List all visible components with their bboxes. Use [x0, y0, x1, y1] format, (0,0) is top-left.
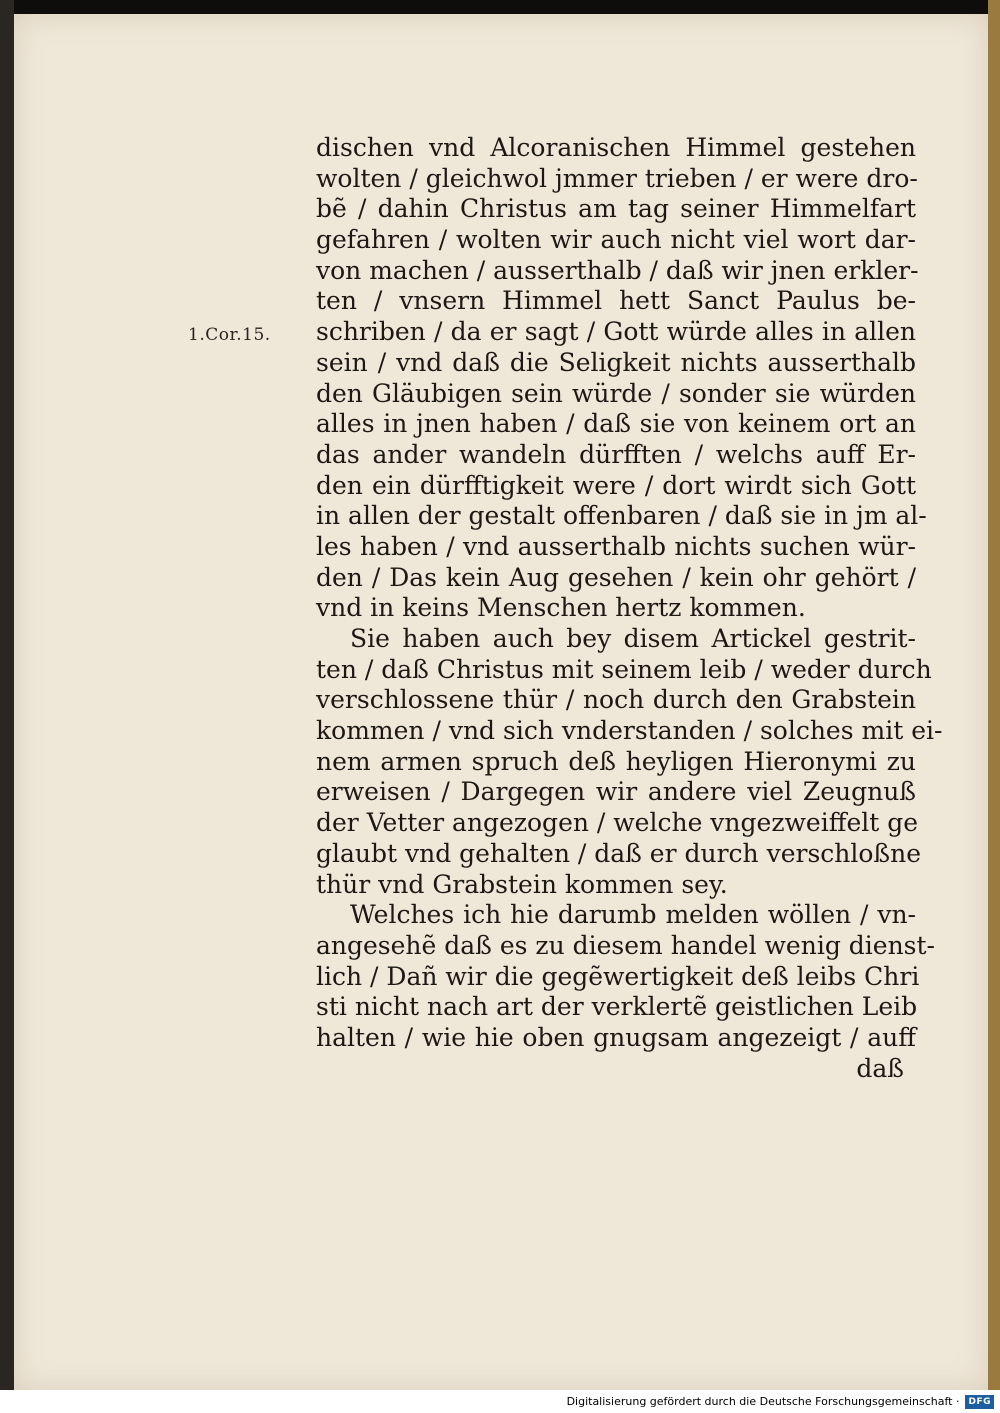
text-line: in allen der gestalt offenbaren / daß sie in jm al-: [316, 501, 927, 531]
digitization-footer: [0, 1390, 1000, 1413]
text-line: dischen vnd Alcoranischen Himmel gestehen: [316, 133, 916, 162]
text-line: ten / vnsern Himmel hett Sanct Paulus be-: [316, 286, 916, 316]
text-line: angesehẽ daß es zu diesem handel wenig dienst-: [316, 930, 935, 960]
text-line: das ander wandeln dürfften / welchs auff Er-: [316, 439, 916, 469]
text-line: nem armen spruch deß heyligen Hieronymi zu: [316, 746, 916, 776]
text-line: sti nicht nach art der verklertẽ geistlichen Leib: [316, 992, 918, 1022]
paragraph-start-line: Welches ich hie darumb melden wöllen / vn-: [350, 900, 916, 930]
text-line: erweisen / Dargegen wir andere viel Zeugnuß: [316, 777, 916, 807]
text-line: sein / vnd daß die Seligkeit nichts ausserthalb: [316, 347, 916, 377]
scan-left-edge: [0, 0, 14, 1390]
funding-note: Digitalisierung gefördert durch die Deutsche Forschungsgemeinschaft ·: [566, 1395, 960, 1408]
text-line: les haben / vnd ausserthalb nichts suchen wür-: [316, 531, 916, 561]
text-line: den Gläubigen sein würde / sonder sie würden: [316, 378, 916, 408]
text-line: der Vetter angezogen / welche vngezweiffelt ge: [316, 808, 919, 838]
paragraph-start-line: Sie haben auch bey disem Artickel gestrit-: [350, 624, 916, 653]
text-line: bẽ / dahin Christus am tag seiner Himmelfart: [316, 194, 916, 224]
marginal-note: 1.Cor.15.: [188, 325, 271, 345]
text-line: schriben / da er sagt / Gott würde alles in allen: [316, 317, 916, 347]
text-line: verschlossene thür / noch durch den Grabstein: [316, 685, 916, 715]
text-line: wolten / gleichwol jmmer trieben / er were dro-: [316, 163, 918, 193]
text-line: den ein dürfftigkeit were / dort wirdt sich Gott: [316, 470, 916, 500]
text-line: halten / wie hie oben gnugsam angezeigt / auff: [316, 1022, 916, 1052]
body-text: [316, 133, 943, 1084]
text-line: lich / Dañ wir die gegẽwertigkeit deß leibs Chri: [316, 961, 920, 991]
text-line: gefahren / wolten wir auch nicht viel wort dar-: [316, 225, 916, 255]
text-line: vnd in keins Menschen hertz kommen.: [316, 593, 806, 623]
text-line: alles in jnen haben / daß sie von keinem ort an: [316, 409, 916, 439]
text-line: kommen / vnd sich vnderstanden / solches mit ei-: [316, 716, 943, 746]
dfg-logo: DFG: [965, 1395, 994, 1409]
catchword: daß: [856, 1053, 904, 1083]
book-fore-edge: [988, 0, 1000, 1390]
text-line: glaubt vnd gehalten / daß er durch verschloßne: [316, 838, 922, 868]
text-line: den / Das kein Aug gesehen / kein ohr gehört /: [316, 562, 916, 592]
text-line: ten / daß Christus mit seinem leib / weder durch: [316, 654, 932, 684]
text-line: thür vnd Grabstein kommen sey.: [316, 869, 728, 899]
text-line: von machen / ausserthalb / daß wir jnen erkler-: [316, 255, 919, 285]
